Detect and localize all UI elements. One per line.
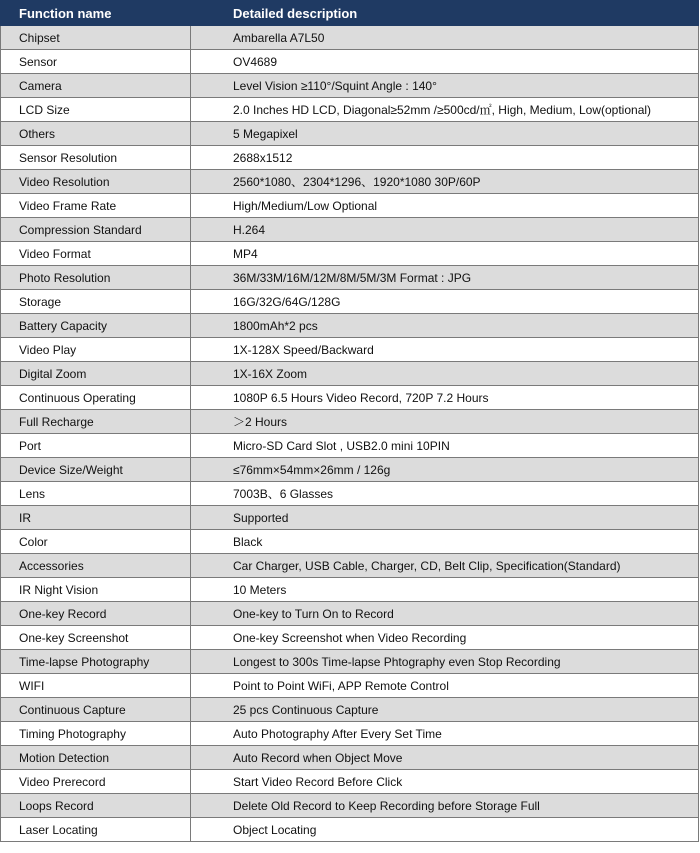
function-name-cell: Chipset — [1, 26, 191, 50]
table-row — [1, 794, 699, 818]
function-name-cell: Loops Record — [1, 794, 191, 818]
table-row — [1, 770, 699, 794]
table-row — [1, 194, 699, 218]
function-name-cell: IR — [1, 506, 191, 530]
table-row — [1, 122, 699, 146]
function-name-cell: Port — [1, 434, 191, 458]
description-cell: 1X-128X Speed/Backward — [191, 338, 699, 362]
function-name-cell: Timing Photography — [1, 722, 191, 746]
function-name-cell: Photo Resolution — [1, 266, 191, 290]
function-name-cell: Sensor — [1, 50, 191, 74]
table-row — [1, 434, 699, 458]
table-header-row — [1, 1, 699, 26]
function-name-cell: One-key Screenshot — [1, 626, 191, 650]
description-cell: 2560*1080、2304*1296、1920*1080 30P/60P — [191, 170, 699, 194]
description-cell: One-key Screenshot when Video Recording — [191, 626, 699, 650]
function-name-cell: Video Prerecord — [1, 770, 191, 794]
description-cell: Ambarella A7L50 — [191, 26, 699, 50]
description-cell: Black — [191, 530, 699, 554]
function-name-cell: Device Size/Weight — [1, 458, 191, 482]
table-row — [1, 722, 699, 746]
table-row — [1, 386, 699, 410]
table-row — [1, 26, 699, 50]
function-name-cell: Digital Zoom — [1, 362, 191, 386]
table-row — [1, 626, 699, 650]
table-row — [1, 218, 699, 242]
description-cell: Object Locating — [191, 818, 699, 842]
description-cell: 16G/32G/64G/128G — [191, 290, 699, 314]
function-name-cell: Full Recharge — [1, 410, 191, 434]
table-row — [1, 362, 699, 386]
function-name-cell: Video Play — [1, 338, 191, 362]
table-row — [1, 290, 699, 314]
function-name-cell: Battery Capacity — [1, 314, 191, 338]
description-cell: Car Charger, USB Cable, Charger, CD, Belt Clip, Specification(Standard) — [191, 554, 699, 578]
function-name-cell: WIFI — [1, 674, 191, 698]
function-name-cell: One-key Record — [1, 602, 191, 626]
description-cell: High/Medium/Low Optional — [191, 194, 699, 218]
table-row — [1, 506, 699, 530]
function-name-cell: Laser Locating — [1, 818, 191, 842]
table-row — [1, 482, 699, 506]
description-cell: MP4 — [191, 242, 699, 266]
description-cell: 2688x1512 — [191, 146, 699, 170]
function-name-cell: Video Resolution — [1, 170, 191, 194]
description-cell: Delete Old Record to Keep Recording before Storage Full — [191, 794, 699, 818]
description-cell: 1X-16X Zoom — [191, 362, 699, 386]
function-name-cell: Continuous Capture — [1, 698, 191, 722]
description-cell: Micro-SD Card Slot , USB2.0 mini 10PIN — [191, 434, 699, 458]
table-row — [1, 242, 699, 266]
function-name-cell: Continuous Operating — [1, 386, 191, 410]
description-cell: One-key to Turn On to Record — [191, 602, 699, 626]
description-cell: 7003B、6 Glasses — [191, 482, 699, 506]
function-name-cell: Video Format — [1, 242, 191, 266]
description-cell: 1080P 6.5 Hours Video Record, 720P 7.2 Hours — [191, 386, 699, 410]
description-cell: OV4689 — [191, 50, 699, 74]
description-cell: 10 Meters — [191, 578, 699, 602]
description-cell: Level Vision ≥110°/Squint Angle : 140° — [191, 74, 699, 98]
description-cell: Point to Point WiFi, APP Remote Control — [191, 674, 699, 698]
table-row — [1, 410, 699, 434]
table-row — [1, 578, 699, 602]
function-name-cell: Accessories — [1, 554, 191, 578]
table-row — [1, 170, 699, 194]
spec-table-body — [1, 26, 699, 842]
table-row — [1, 674, 699, 698]
table-row — [1, 746, 699, 770]
table-row — [1, 530, 699, 554]
function-name-cell: Lens — [1, 482, 191, 506]
table-row — [1, 50, 699, 74]
table-row — [1, 74, 699, 98]
table-row — [1, 650, 699, 674]
table-row — [1, 698, 699, 722]
table-row — [1, 314, 699, 338]
function-name-cell: Color — [1, 530, 191, 554]
table-row — [1, 818, 699, 842]
function-name-cell: Time-lapse Photography — [1, 650, 191, 674]
function-name-cell: Camera — [1, 74, 191, 98]
description-cell: ＞2 Hours — [191, 410, 699, 434]
table-row — [1, 602, 699, 626]
description-cell: 36M/33M/16M/12M/8M/5M/3M Format : JPG — [191, 266, 699, 290]
description-cell: 5 Megapixel — [191, 122, 699, 146]
table-row — [1, 98, 699, 122]
description-cell: Auto Record when Object Move — [191, 746, 699, 770]
table-row — [1, 338, 699, 362]
function-name-cell: Sensor Resolution — [1, 146, 191, 170]
function-name-cell: Motion Detection — [1, 746, 191, 770]
table-row — [1, 458, 699, 482]
function-name-cell: Others — [1, 122, 191, 146]
function-name-cell: Storage — [1, 290, 191, 314]
column-header-detailed-description: Detailed description — [191, 1, 699, 26]
description-cell: H.264 — [191, 218, 699, 242]
description-cell: Supported — [191, 506, 699, 530]
table-row — [1, 146, 699, 170]
description-cell: Auto Photography After Every Set Time — [191, 722, 699, 746]
function-name-cell: Video Frame Rate — [1, 194, 191, 218]
description-cell: Longest to 300s Time-lapse Phtography even Stop Recording — [191, 650, 699, 674]
function-name-cell: Compression Standard — [1, 218, 191, 242]
function-name-cell: IR Night Vision — [1, 578, 191, 602]
table-row — [1, 266, 699, 290]
description-cell: Start Video Record Before Click — [191, 770, 699, 794]
function-name-cell: LCD Size — [1, 98, 191, 122]
description-cell: 1800mAh*2 pcs — [191, 314, 699, 338]
column-header-function-name: Function name — [1, 1, 191, 26]
description-cell: 2.0 Inches HD LCD, Diagonal≥52mm /≥500cd/㎡, High, Medium, Low(optional) — [191, 98, 699, 122]
description-cell: ≤76mm×54mm×26mm / 126g — [191, 458, 699, 482]
table-row — [1, 554, 699, 578]
description-cell: 25 pcs Continuous Capture — [191, 698, 699, 722]
